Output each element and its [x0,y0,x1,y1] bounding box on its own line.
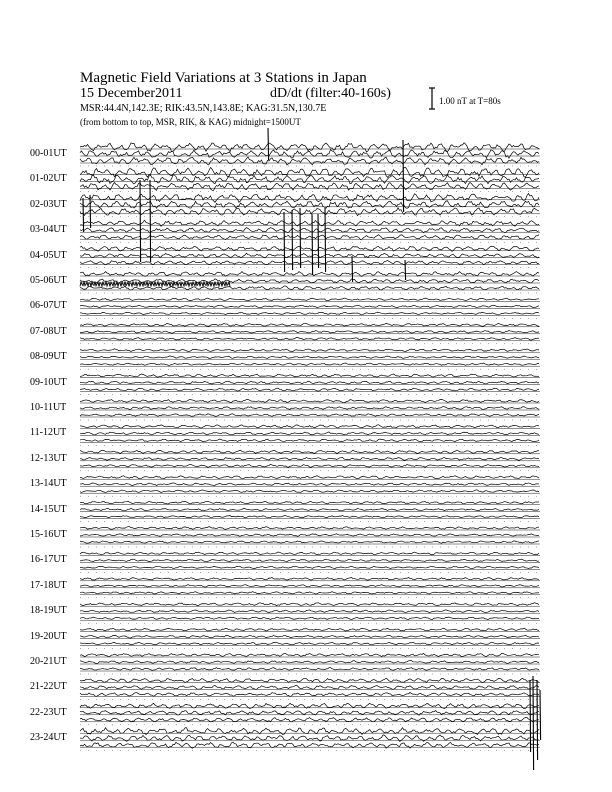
trace-kag [80,167,539,177]
hour-row [80,501,540,521]
hour-label: 11-12UT [30,427,67,439]
disturbance-spike [352,256,353,282]
trace-rik [80,685,539,689]
trace-kag [80,653,539,656]
hour-row [80,399,540,420]
trace-msr [80,642,539,644]
trace-kag [80,728,539,735]
hour-row [80,220,540,242]
trace-kag [80,450,539,453]
hour-row [80,450,540,471]
chart-title: Magnetic Field Variations at 3 Stations in Japan [80,70,367,86]
disturbance-spike [312,214,313,275]
hour-row [80,552,540,572]
disturbance-spike [325,208,326,272]
hour-label: 04-05UT [30,249,67,261]
hour-label: 15-16UT [30,529,67,540]
disturbance-spike [90,195,91,228]
hour-label: 19-20UT [30,630,67,642]
trace-rik [80,559,539,561]
trace-rik [80,201,539,208]
trace-rik [80,356,539,358]
trace-msr [80,338,539,340]
trace-kag [80,374,539,377]
disturbance-spike [140,180,141,262]
disturbance-spike [318,214,319,268]
trace-msr [80,692,539,696]
hour-label: 21-22UT [30,681,67,693]
trace-kag [80,476,539,479]
hour-label: 12-13UT [30,452,67,464]
trace-kag [80,193,539,202]
trace-kag [80,298,539,301]
disturbance-spike [268,128,269,160]
trace-rik [80,331,539,334]
disturbance-spike [537,680,538,760]
trace-rik [80,483,539,486]
hour-row [80,167,540,191]
hour-label: 06-07UT [30,300,67,312]
hour-label: 16-17UT [30,554,67,566]
hour-label: 18-19UT [30,605,67,617]
trace-msr [80,286,539,290]
disturbance-spike [284,212,285,272]
hour-row [80,527,540,547]
hour-label: 17-18UT [30,579,67,591]
hour-row [80,298,540,318]
hour-row [80,728,540,751]
trace-rik [80,635,539,638]
trace-kag [80,272,539,277]
disturbance-spike [403,140,404,212]
trace-msr [80,592,539,594]
trace-msr [80,717,539,721]
trace-kag [80,527,539,530]
trace-kag [80,678,539,682]
hour-row [80,603,540,623]
trace-msr [80,414,539,417]
trace-msr [80,182,539,190]
hour-label: 09-10UT [30,376,67,388]
disturbance-spike [533,676,534,770]
trace-kag [80,425,539,428]
trace-msr [80,668,539,671]
hour-row [80,193,540,216]
scale-bar-label: 1.00 nT at T=80s [439,96,501,106]
hour-row [80,703,540,725]
trace-rik [80,406,539,409]
hour-label: 00-01UT [30,148,67,159]
hour-row [80,628,540,648]
trace-kag [80,143,539,152]
trace-msr [80,566,539,568]
hour-label: 13-14UT [30,478,67,490]
trace-msr [80,439,539,442]
trace-msr [80,157,539,165]
date-label: 15 December2011 [80,86,183,101]
trace-kag [80,577,539,580]
trace-rik [80,305,539,307]
trace-kag [80,628,539,631]
hour-row [80,476,540,497]
hour-label: 08-09UT [30,351,67,363]
hour-row [80,653,540,674]
quantity-label: dD/dt (filter:40-160s) [270,86,391,101]
disturbance-spike [540,690,541,740]
hour-label: 20-21UT [30,656,67,667]
trace-rik [80,534,539,536]
trace-rik [80,457,539,460]
hour-label: 22-23UT [30,706,67,718]
trace-rik [80,661,539,664]
trace-rik [80,381,539,384]
trace-msr [80,363,539,365]
hour-label: 01-02UT [30,173,67,185]
hour-label: 02-03UT [30,198,67,210]
hour-label: 14-15UT [30,503,67,515]
trace-kag [80,501,539,504]
disturbance-spike [405,260,406,280]
disturbance-spike [300,208,301,268]
trace-rik [80,508,539,510]
trace-msr [80,541,539,543]
trace-msr [80,260,539,264]
trace-msr [80,388,539,391]
hour-row [80,143,540,166]
hour-label: 05-06UT [30,275,67,286]
hour-row [80,425,540,446]
hour-row [80,272,540,293]
hour-label: 23-24UT [30,732,67,744]
hour-row [80,577,540,597]
trace-kag [80,349,539,352]
trace-msr [80,617,539,620]
trace-rik [80,711,539,716]
trace-rik [80,585,539,587]
dense-trace [80,282,230,287]
trace-kag [80,399,539,402]
trace-msr [80,464,539,467]
hour-label: 03-04UT [30,224,67,236]
station-coordinates: MSR:44.4N,142.3E; RIK:43.5N,143.8E; KAG:31.5N,130.7E [80,103,327,114]
disturbance-spike [530,680,531,752]
disturbance-spike [83,198,84,232]
hour-row [80,374,540,395]
trace-msr [80,490,539,493]
trace-rik [80,228,539,233]
hour-row [80,323,540,343]
trace-msr [80,312,539,314]
hour-row [80,349,540,369]
hour-row [80,678,540,699]
trace-kag [80,603,539,606]
trace-kag [80,552,539,555]
trace-msr [80,235,539,240]
hour-label: 10-11UT [30,402,67,413]
trace-rik [80,432,539,435]
disturbance-spike [292,210,293,270]
trace-rik [80,279,539,283]
trace-msr [80,515,539,517]
trace-kag [80,323,539,326]
station-order-note: (from bottom to top, MSR, RIK, & KAG) midnight=1500UT [80,117,301,127]
trace-rik [80,253,539,258]
trace-msr [80,208,539,216]
hour-row [80,246,540,267]
disturbance-spike [150,180,151,262]
hour-label: 07-08UT [30,325,67,337]
trace-rik [80,610,539,613]
